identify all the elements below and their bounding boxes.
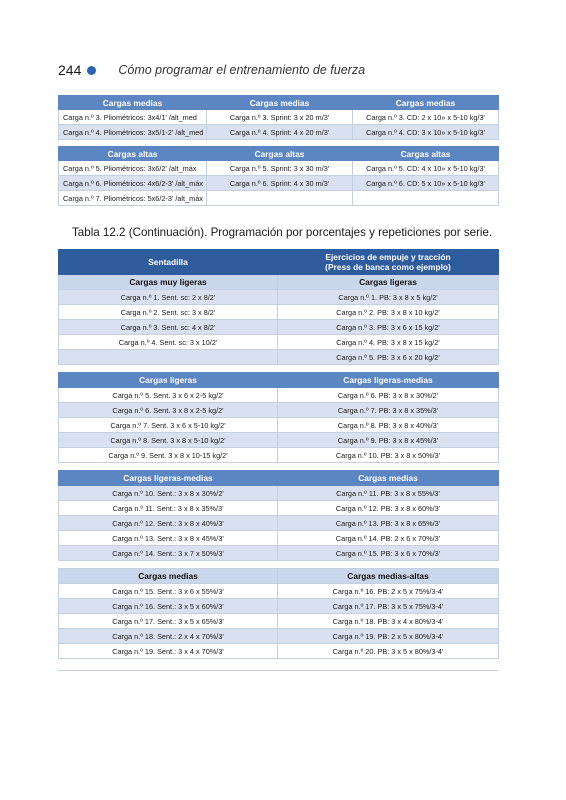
programming-table bbox=[58, 249, 499, 659]
column-header: Cargas altas bbox=[59, 147, 207, 161]
table-cell bbox=[207, 191, 353, 206]
main-header-row bbox=[59, 250, 499, 275]
table-cell: Carga n.º 20. PB: 3 x 5 x 80%/3-4' bbox=[278, 644, 499, 659]
section-title: Cargas medias-altas bbox=[278, 569, 499, 584]
table-cell: Carga n.º 4. Sprint: 4 x 20 m/3' bbox=[207, 125, 353, 140]
table-cell: Carga n.º 4. Pliométricos: 3x5/1-2' /alt_med bbox=[59, 125, 207, 140]
table-spacer bbox=[59, 561, 499, 569]
table-cell: Carga n.º 1. PB: 3 x 8 x 5 kg/2' bbox=[278, 290, 499, 305]
table-cell bbox=[59, 350, 278, 365]
table-cell: Carga n.º 13. Sent.: 3 x 8 x 45%/3' bbox=[59, 531, 278, 546]
table-row bbox=[59, 531, 499, 546]
section-header-row bbox=[59, 373, 499, 388]
table-row bbox=[59, 403, 499, 418]
table-cell: Carga n.º 13. PB: 3 x 8 x 65%/3' bbox=[278, 516, 499, 531]
table-cell: Carga n.º 18. Sent.: 2 x 4 x 70%/3' bbox=[59, 629, 278, 644]
table-row bbox=[59, 290, 499, 305]
table-cell: Carga n.º 7. Pliométricos: 5x6/2-3' /alt_máx bbox=[59, 191, 207, 206]
table-cell: Carga n.º 6. Sent. 3 x 8 x 2-5 kg/2' bbox=[59, 403, 278, 418]
column-header: Cargas altas bbox=[207, 147, 353, 161]
table-cell: Carga n.º 8. Sent. 3 x 8 x 5-10 kg/2' bbox=[59, 433, 278, 448]
table-cell: Carga n.º 14. PB: 2 x 6 x 70%/3' bbox=[278, 531, 499, 546]
running-title: Cómo programar el entrenamiento de fuerza bbox=[118, 63, 366, 77]
table-cell: Carga n.º 3. CD: 2 x 10» x 5-10 kg/3' bbox=[353, 110, 499, 125]
table-cell: Carga n.º 3. Sent. sc: 4 x 8/2' bbox=[59, 320, 278, 335]
bottom-divider bbox=[58, 670, 498, 671]
table-cell: Carga n.º 7. PB: 3 x 8 x 35%/3' bbox=[278, 403, 499, 418]
table-cell: Carga n.º 5. Sent. 3 x 6 x 2-5 kg/2' bbox=[59, 388, 278, 403]
section-title: Cargas muy ligeras bbox=[59, 275, 278, 290]
table-cell: Carga n.º 11. Sent.: 3 x 8 x 35%/3' bbox=[59, 501, 278, 516]
table-row bbox=[59, 388, 499, 403]
table-cell: Carga n.º 10. PB: 3 x 8 x 50%/3' bbox=[278, 448, 499, 463]
table-cell: Carga n.º 15. PB: 3 x 6 x 70%/3' bbox=[278, 546, 499, 561]
table-cell bbox=[353, 191, 499, 206]
table-cell: Carga n.º 9. PB: 3 x 8 x 45%/3' bbox=[278, 433, 499, 448]
table-cell: Carga n.º 5. PB: 3 x 6 x 20 kg/2' bbox=[278, 350, 499, 365]
table-cell: Carga n.º 17. Sent.: 3 x 5 x 65%/3' bbox=[59, 614, 278, 629]
table-row bbox=[59, 599, 499, 614]
table-row bbox=[59, 191, 499, 206]
table-cell: Carga n.º 16. Sent.: 3 x 5 x 60%/3' bbox=[59, 599, 278, 614]
table-cell: Carga n.º 3. Sprint: 3 x 20 m/3' bbox=[207, 110, 353, 125]
section-title: Cargas ligeras bbox=[59, 373, 278, 388]
column-header: Cargas medias bbox=[207, 96, 353, 110]
table-row bbox=[59, 448, 499, 463]
table-row bbox=[59, 501, 499, 516]
table-cell: Carga n.º 4. Sent. sc: 3 x 10/2' bbox=[59, 335, 278, 350]
table-row bbox=[59, 161, 499, 176]
table-cell: Carga n.º 4. CD: 3 x 10» x 5-10 kg/3' bbox=[353, 125, 499, 140]
table-row bbox=[59, 433, 499, 448]
table-row bbox=[59, 305, 499, 320]
table-cell: Carga n.º 5. CD: 4 x 10» x 5-10 kg/3' bbox=[353, 161, 499, 176]
table-row bbox=[59, 629, 499, 644]
table-cell: Carga n.º 3. PB: 3 x 6 x 15 kg/2' bbox=[278, 320, 499, 335]
table-spacer bbox=[59, 463, 499, 471]
table-cell: Carga n.º 2. Sent. sc: 3 x 8/2' bbox=[59, 305, 278, 320]
table-row bbox=[59, 350, 499, 365]
table-header-row bbox=[59, 147, 499, 161]
bullet-dot-icon bbox=[87, 66, 96, 75]
table-caption: Tabla 12.2 (Continuación). Programación por porcentajes y repeticiones por serie. bbox=[72, 226, 493, 239]
table-cell: Carga n.º 6. Pliométricos: 4x6/2-3' /alt_máx bbox=[59, 176, 207, 191]
column-header: Cargas medias bbox=[59, 96, 207, 110]
table-row bbox=[59, 644, 499, 659]
table-cell: Carga n.º 19. Sent.: 3 x 4 x 70%/3' bbox=[59, 644, 278, 659]
header-line: Ejercicios de empuje y tracción bbox=[325, 252, 451, 262]
table-cell: Carga n.º 16. PB: 2 x 5 x 75%/3-4' bbox=[278, 584, 499, 599]
table-cell: Carga n.º 11. PB: 3 x 8 x 55%/3' bbox=[278, 486, 499, 501]
section-title: Cargas ligeras-medias bbox=[278, 373, 499, 388]
table-cell: Carga n.º 6. Sprint: 4 x 30 m/3' bbox=[207, 176, 353, 191]
running-header bbox=[58, 62, 365, 78]
table-row bbox=[59, 546, 499, 561]
section-header-row bbox=[59, 471, 499, 486]
table-cell: Carga n.º 9. Sent. 3 x 8 x 10-15 kg/2' bbox=[59, 448, 278, 463]
table-cell: Carga n.º 5. Sprint: 3 x 30 m/3' bbox=[207, 161, 353, 176]
section-header-row bbox=[59, 569, 499, 584]
column-header-empuje-traccion bbox=[278, 250, 499, 275]
table-cell: Carga n.º 8. PB: 3 x 8 x 40%/3' bbox=[278, 418, 499, 433]
table-cell: Carga n.º 10. Sent.: 3 x 8 x 30%/2' bbox=[59, 486, 278, 501]
table-cell: Carga n.º 3. Pliométricos: 3x4/1' /alt_med bbox=[59, 110, 207, 125]
table-cell: Carga n.º 12. PB: 3 x 8 x 60%/3' bbox=[278, 501, 499, 516]
table-row bbox=[59, 614, 499, 629]
table-cell: Carga n.º 1. Sent. sc: 2 x 8/2' bbox=[59, 290, 278, 305]
table-row bbox=[59, 335, 499, 350]
table-cell: Carga n.º 15. Sent.: 3 x 6 x 55%/3' bbox=[59, 584, 278, 599]
table-cell: Carga n.º 6. PB: 3 x 8 x 30%/2' bbox=[278, 388, 499, 403]
table-row bbox=[59, 418, 499, 433]
table-cell: Carga n.º 19. PB: 2 x 5 x 80%/3-4' bbox=[278, 629, 499, 644]
table-cell: Carga n.º 7. Sent. 3 x 6 x 5-10 kg/2' bbox=[59, 418, 278, 433]
table-cell: Carga n.º 18. PB: 3 x 4 x 80%/3-4' bbox=[278, 614, 499, 629]
table-cell: Carga n.º 5. Pliométricos: 3x6/2' /alt_máx bbox=[59, 161, 207, 176]
section-title: Cargas ligeras bbox=[278, 275, 499, 290]
table-header-row bbox=[59, 96, 499, 110]
top-continuation-table bbox=[58, 95, 499, 206]
section-title: Cargas medias bbox=[59, 569, 278, 584]
page-number: 244 bbox=[58, 62, 82, 78]
table-cell: Carga n.º 14. Sent.: 3 x 7 x 50%/3' bbox=[59, 546, 278, 561]
table-spacer bbox=[59, 365, 499, 373]
table-cell: Carga n.º 17. PB: 3 x 5 x 75%/3-4' bbox=[278, 599, 499, 614]
table-spacer bbox=[59, 140, 499, 147]
header-line: (Press de banca como ejemplo) bbox=[325, 262, 451, 272]
table-row bbox=[59, 110, 499, 125]
column-header: Cargas altas bbox=[353, 147, 499, 161]
table-cell: Carga n.º 6. CD: 5 x 10» x 5-10 kg/3' bbox=[353, 176, 499, 191]
table-row bbox=[59, 486, 499, 501]
table-row bbox=[59, 584, 499, 599]
section-title: Cargas medias bbox=[278, 471, 499, 486]
table-cell: Carga n.º 4. PB: 3 x 8 x 15 kg/2' bbox=[278, 335, 499, 350]
table-cell: Carga n.º 2. PB: 3 x 8 x 10 kg/2' bbox=[278, 305, 499, 320]
column-header: Cargas medias bbox=[353, 96, 499, 110]
table-row bbox=[59, 176, 499, 191]
section-header-row bbox=[59, 275, 499, 290]
table-row bbox=[59, 516, 499, 531]
table-cell: Carga n.º 12. Sent.: 3 x 8 x 40%/3' bbox=[59, 516, 278, 531]
table-row bbox=[59, 320, 499, 335]
section-title: Cargas ligeras-medias bbox=[59, 471, 278, 486]
table-row bbox=[59, 125, 499, 140]
column-header-sentadilla: Sentadilla bbox=[59, 250, 278, 275]
